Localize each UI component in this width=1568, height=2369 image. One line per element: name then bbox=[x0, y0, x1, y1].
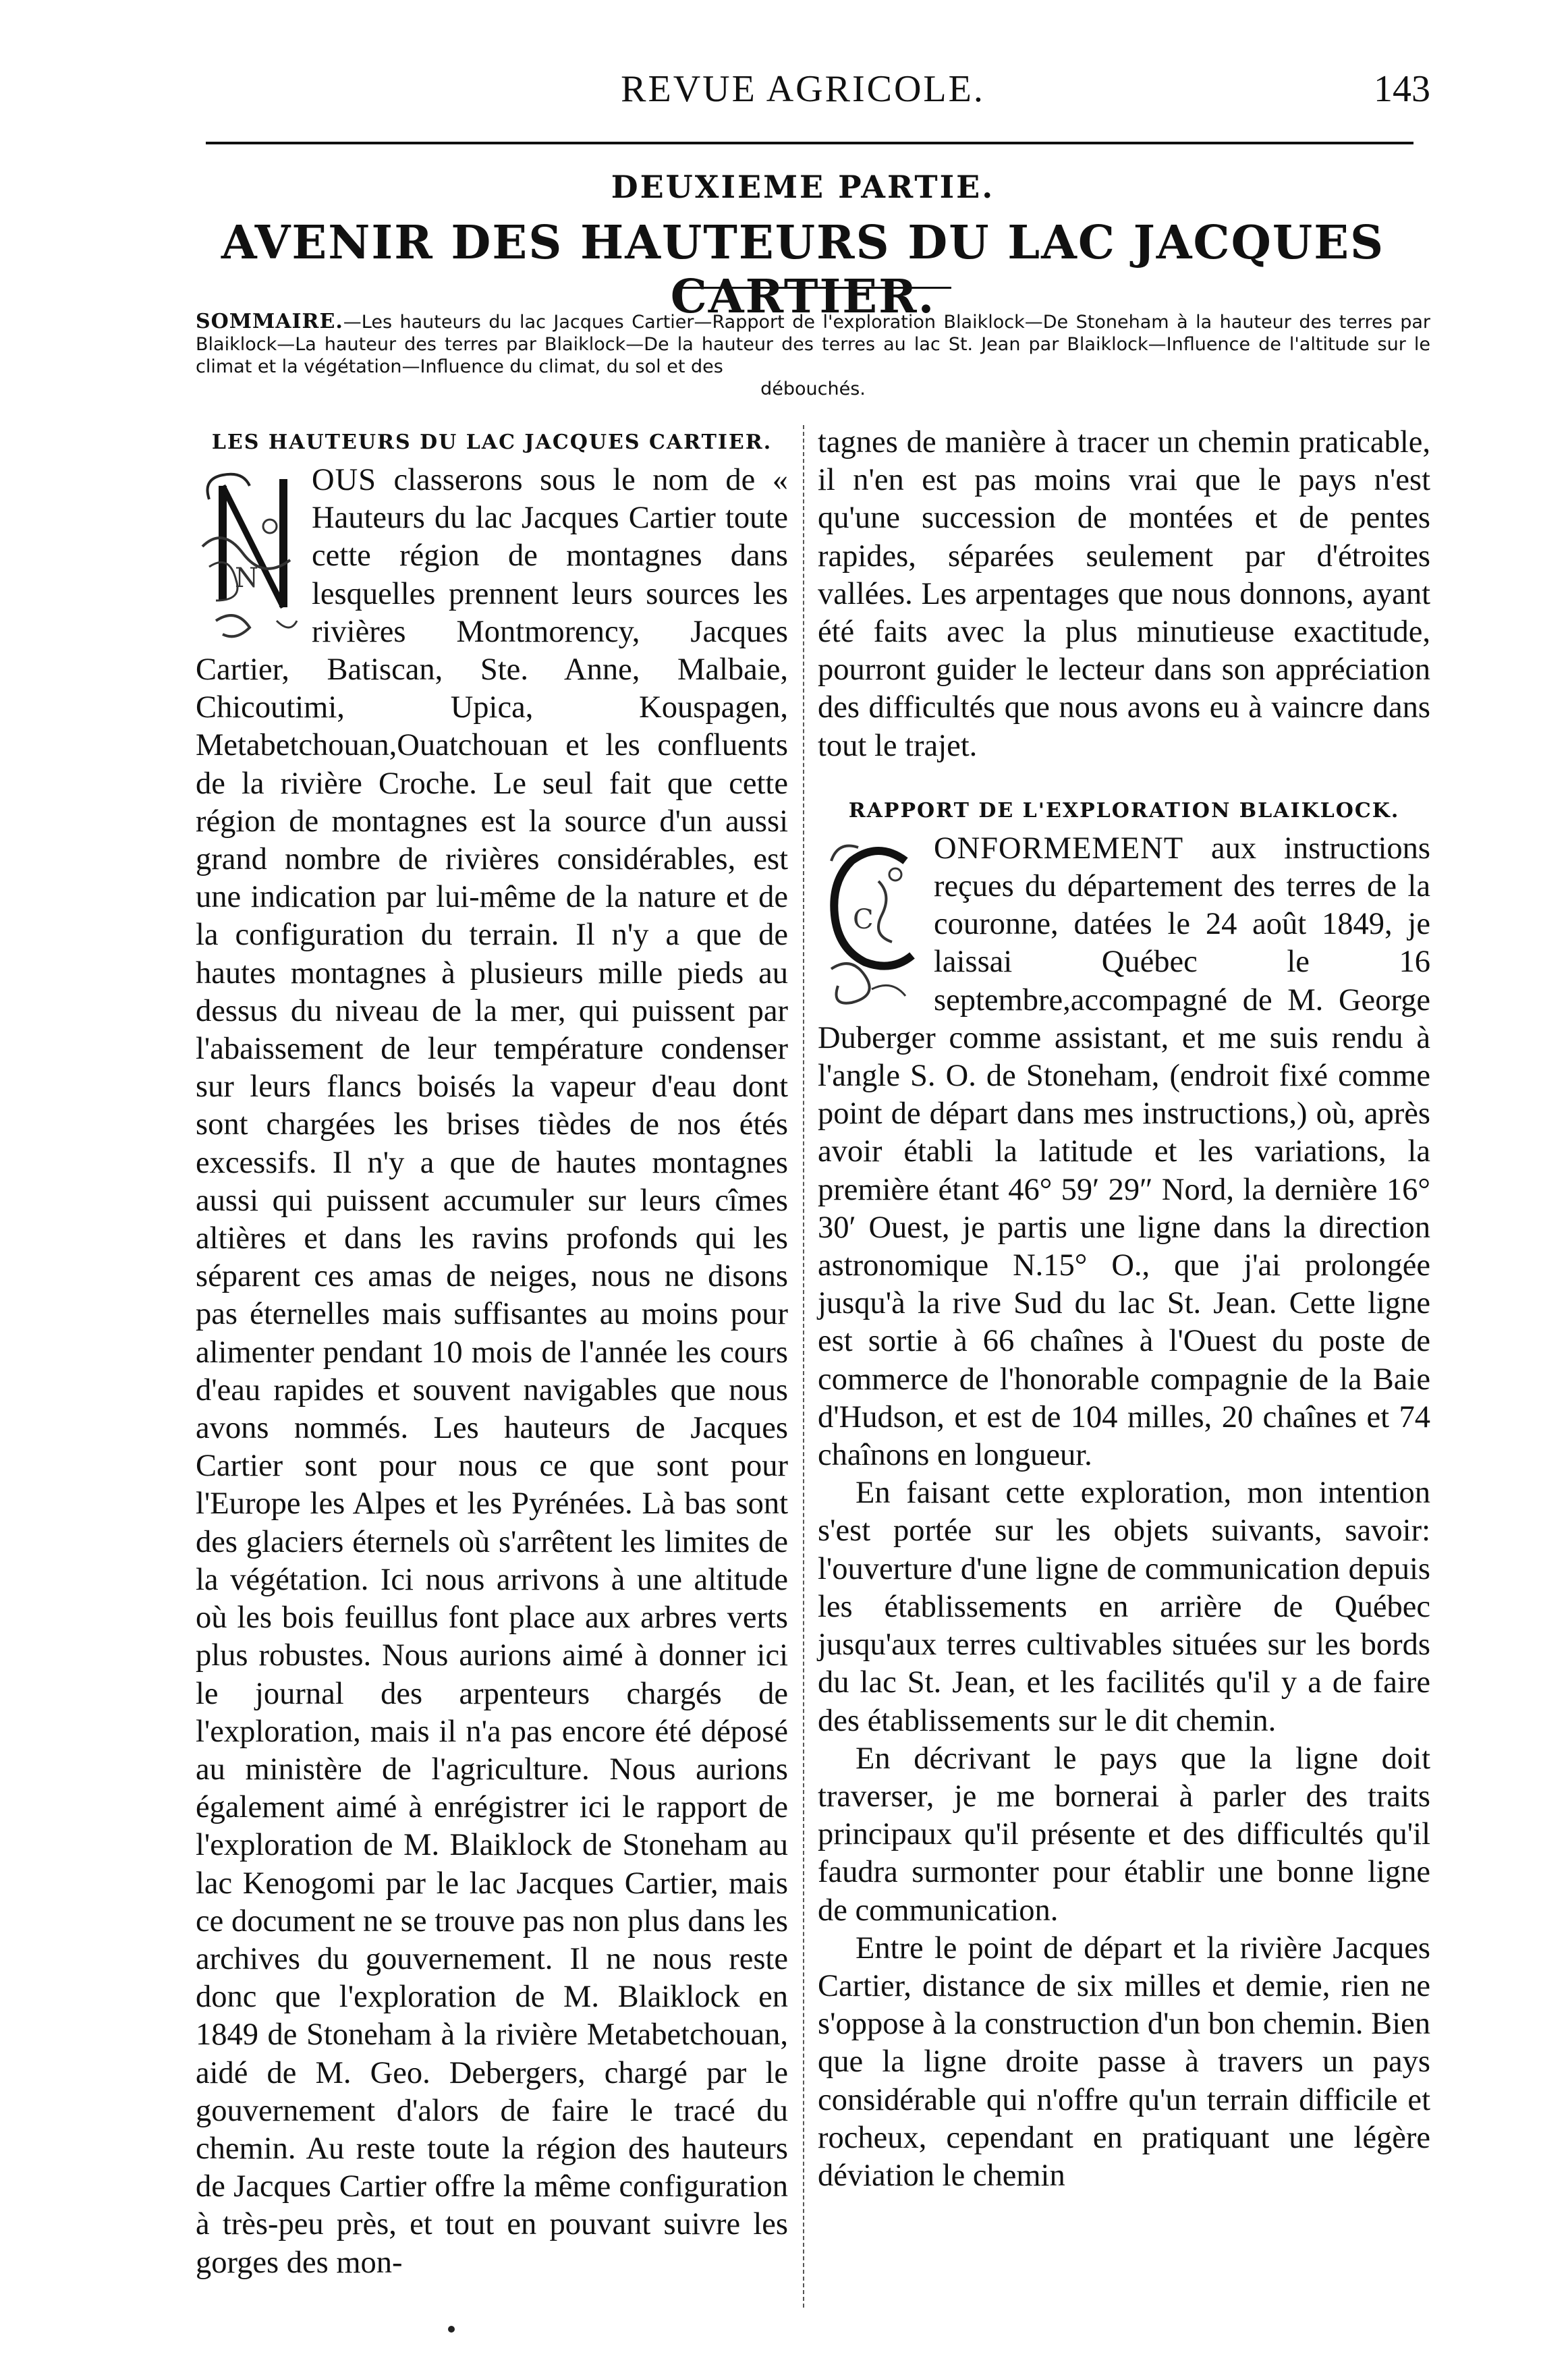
right-column bbox=[818, 424, 1430, 2195]
running-header bbox=[175, 67, 1430, 121]
ornamental-initial-c-graphic bbox=[818, 834, 926, 1012]
summary-label: SOMMAIRE. bbox=[196, 310, 343, 333]
part-title: DEUXIEME PARTIE. bbox=[611, 169, 995, 205]
page-number: 143 bbox=[1374, 68, 1430, 110]
header-rule bbox=[206, 142, 1413, 144]
printer-mark bbox=[448, 2326, 455, 2333]
paragraph: Entre le point de départ et la rivière Jacques Cartier, distance de six milles et demie, rien ne s'oppose à la construction d'un bon chemin. Bien que la ligne droite passe à travers un pays considérable qui n'offre qu'un terrain difficile et rocheux, cependant en pratiquant une légère déviation le chemin bbox=[818, 1930, 1430, 2193]
title-rule bbox=[675, 287, 951, 289]
opening-word: OUS bbox=[312, 463, 377, 497]
dropcap-letter: C bbox=[853, 903, 874, 935]
paragraph-text: classerons sous le nom de « Hauteurs du lac Jacques Cartier toute cette région de montagnes dans lesquelles prennent leurs sources les rivières Montmorency, Jacques Cartier, Batiscan, Ste. Anne, Malbaie, Chicoutimi, Upica, Kouspagen, Metabetchouan,Ouatchouan et les confluents de la rivière Croche. Le seul fait que cette région de montagnes est la source d'un aussi grand nombre de rivières considérables, est une indication par lui-même de la nature et de la configuration du terrain. Il n'y a que de hautes montagnes à plusieurs mille pieds au dessus du niveau de la mer, qui puissent par l'abaissement de leur température condenser sur leurs flancs boisés la vapeur d'eau dont sont chargées les brises tièdes de nos étés excessifs. Il n'y a que de hautes montagnes aussi qui puissent accumuler sur leurs cîmes altières et dans les ravins profonds qui les séparent ces amas de neiges, nous ne disons pas éternelles mais suffisantes au moins pour alimenter pendant 10 mois de l'année les cours d'eau rapides et souvent navigables que nous avons nommés. Les hauteurs de Jacques Cartier sont pour nous ce que sont pour l'Europe les Alpes et les Pyrénées. Là bas sont des glaciers éternels où s'arrêtent les limites de la végétation. Ici nous arrivons à une altitude où les bois feuillus font place aux arbres verts plus robustes. Nous aurions aimé à donner ici le journal des arpenteurs chargés de l'exploration, mais il n'a pas encore été déposé au ministère de l'agriculture. Nous aurions également aimé à enrégistrer ici le rapport de l'exploration de M. Blaiklock de Stoneham au lac Kenogomi par le lac Jacques Cartier, mais ce document ne se trouve pas non plus dans les archives du gouvernement. Il ne nous reste donc que l'exploration de M. Blaiklock en 1849 de Stoneham à la rivière Metabetchouan, aidé de M. Geo. Debergers, chargé par le gouvernement d'alors de faire le tracé du chemin. Au reste toute la région des hauteurs de Jacques Cartier offre la même configuration à très-peu près, et tout en pouvant suivre les gorges des mon- bbox=[196, 463, 788, 2280]
summary-block bbox=[196, 310, 1430, 400]
column-divider bbox=[803, 425, 804, 2308]
ornamental-initial-n bbox=[196, 466, 304, 644]
dropcap-letter: N bbox=[235, 563, 258, 594]
paragraph-text: aux instructions reçues du département des terres de la couronne, datées le 24 août 1849, je laissai Québec le 16 septembre,accompagné de M. George Duberger comme assistant, et me suis rendu à l'angle S. O. de Stoneham, (endroit fixé comme point de départ dans mes instructions,) où, après avoir établi la latitude et les variations, la première étant 46° 59′ 29″ Nord, la dernière 16° 30′ Ouest, je partis une ligne dans la direction astronomique N.15° O., que j'ai prolongée jusqu'à la rive Sud du lac St. Jean. Cette ligne est sortie à 66 chaînes à l'Ouest du poste de commerce de l'honorable compagnie de la Baie d'Hudson, et est de 104 milles, 20 chaînes et 74 chaînons en longueur. bbox=[818, 831, 1430, 1473]
summary-text: —Les hauteurs du lac Jacques Cartier—Rapport de l'exploration Blaiklock—De Stoneham à la hauteur des terres par Blaiklock—La hauteur des terres par Blaiklock—De la hauteur des terres au lac St. Jean par Blaiklock—Influence de l'altitude sur le climat et la végétation—Influence du climat, du sol et des bbox=[196, 312, 1430, 377]
paragraph: En faisant cette exploration, mon intention s'est portée sur les objets suivants, savoir: l'ouverture d'une ligne de communication depuis les établissements en arrière de Québec jusqu'aux terres cultivables situées sur les bords du lac St. Jean, et les facilités qu'il y a de faire des établissements sur le dit chemin. bbox=[818, 1476, 1430, 1738]
running-title: REVUE AGRICOLE. bbox=[621, 68, 985, 110]
ornamental-initial-n-graphic bbox=[196, 466, 304, 644]
opening-word: ONFORMEMENT bbox=[934, 831, 1184, 866]
paragraph: tagnes de manière à tracer un chemin praticable, il n'en est pas moins vrai que le pays n'est qu'une succession de montées et de pentes rapides, séparées seulement par d'étroites vallées. Les arpentages que nous donnons, ayant été faits avec la plus minutieuse exactitude, pourront guider le lecteur dans son appréciation des difficultés que nous avons eu à vaincre dans tout le trajet. bbox=[818, 425, 1430, 763]
ornamental-initial-c bbox=[818, 834, 926, 1012]
left-column bbox=[196, 424, 788, 2282]
summary-text-end: débouchés. bbox=[760, 379, 866, 399]
paragraph: En décrivant le pays que la ligne doit traverser, je me bornerai à parler des traits principaux qu'il présente et des difficultés qu'il faudra surmonter pour établir une bonne ligne de communication. bbox=[818, 1741, 1430, 1928]
main-title: AVENIR DES HAUTEURS DU LAC JACQUES CARTIER. bbox=[221, 216, 1385, 324]
section-heading-rapport: RAPPORT DE L'EXPLORATION BLAIKLOCK. bbox=[848, 798, 1400, 823]
section-heading-hauteurs: LES HAUTEURS DU LAC JACQUES CARTIER. bbox=[211, 430, 773, 454]
paragraph bbox=[196, 462, 788, 2282]
paragraph bbox=[818, 830, 1430, 1474]
